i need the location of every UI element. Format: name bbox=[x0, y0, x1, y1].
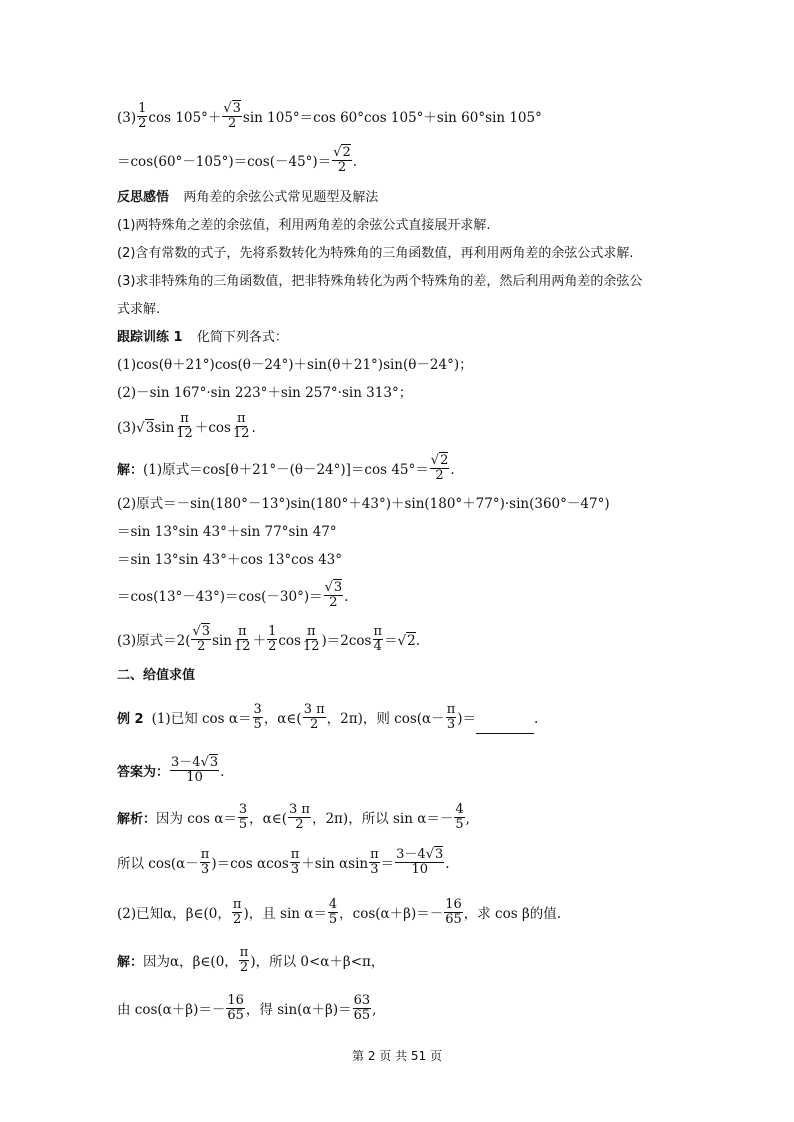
reflection-item-1: (1)两特殊角之差的余弦值，利用两角差的余弦公式直接展开求解. bbox=[117, 218, 491, 233]
reflection-subtitle: 两角差的余弦公式常见题型及解法 bbox=[183, 190, 379, 205]
solution-label: 解： bbox=[117, 955, 144, 970]
reflection-item-3-cont: 式求解. bbox=[117, 302, 161, 317]
fraction-root3-over-2: $\frac{√3}{2}$ bbox=[223, 101, 241, 131]
answer-2-line-4: ＝cos(13°－43°)＝cos(－30°)＝ $\frac{√3}{2}$ . bbox=[117, 580, 349, 610]
reflection-title: 反思感悟 bbox=[117, 190, 170, 205]
practice-heading bbox=[117, 327, 288, 349]
analysis-line-2: 所以 cos(α－ $\frac{\pi}{3}$ )＝cos αcos $\frac{\pi}{3}$ ＋sin αsin $\frac{\pi}{3}$ ＝ $\frac{3-4√3}{10}$ . bbox=[117, 847, 450, 877]
solution-3-line-1: (3) $\frac{1}{2}$ cos 105°＋ $\frac{√3}{2}$ sin 105°＝cos 60°cos 105°＋sin 60°sin 105° bbox=[117, 101, 542, 131]
example-2-question-1: 例 2 (1)已知 cos α＝ $\frac{3}{5}$ ，α∈( $\frac{3 \pi}{2}$ ，2π)，则 cos(α－ $\frac{\pi}{3}$ )＝ . bbox=[117, 702, 539, 732]
label-3: (3) bbox=[117, 110, 137, 126]
page-footer: 第 2 页 共 51 页 bbox=[352, 1049, 442, 1063]
practice-question-1: (1)cos(θ＋21°)cos(θ－24°)＋sin(θ＋21°)sin(θ－24°)； bbox=[117, 357, 473, 373]
answer-2-line-3: ＝sin 13°sin 43°＋cos 13°cos 43° bbox=[117, 552, 342, 568]
solution-ex2-line-2: 由 cos(α＋β)＝－ $\frac{16}{65}$ ，得 sin(α＋β)＝ $\frac{63}{65}$ , bbox=[117, 993, 377, 1023]
answer-is-line: 答案为： $\frac{3-4√3}{10}$ . bbox=[117, 755, 225, 785]
practice-question-3: (3)√3sin $\frac{\pi}{12}$ ＋cos $\frac{\pi}{12}$ . bbox=[117, 411, 256, 441]
analysis-label: 解析： bbox=[117, 812, 157, 827]
fraction-root2-over-2: $\frac{√2}{2}$ bbox=[333, 145, 351, 175]
section-2-title: 二、给值求值 bbox=[117, 668, 196, 683]
answer-blank bbox=[476, 719, 534, 734]
example-title: 例 2 bbox=[117, 712, 144, 727]
practice-prompt: 化简下列各式： bbox=[196, 330, 288, 345]
reflection-item-2: (2)含有常数的式子，先将系数转化为特殊角的三角函数值，再利用两角差的余弦公式求解. bbox=[117, 246, 634, 261]
answer-2-line-2: ＝sin 13°sin 43°＋sin 77°sin 47° bbox=[117, 524, 337, 540]
answer-label: 解： bbox=[117, 463, 144, 478]
practice-title: 跟踪训练 1 bbox=[117, 330, 183, 345]
practice-question-2: (2)－sin 167°·sin 223°＋sin 257°·sin 313°； bbox=[117, 385, 413, 401]
solution-ex2-line-1: 解：因为α，β∈(0， $\frac{\pi}{2}$ )，所以 0<α＋β<π， bbox=[117, 945, 385, 975]
solution-3-line-2: ＝cos(60°－105°)＝cos(－45°)＝ $\frac{√2}{2}$ . bbox=[117, 145, 358, 175]
example-2-question-2: (2)已知α，β∈(0， $\frac{\pi}{2}$ )，且 sin α＝ $\frac{4}{5}$ ，cos(α＋β)＝－ $\frac{16}{65}$ ，求 cos β的值. bbox=[117, 897, 562, 927]
fraction-half: $\frac{1}{2}$ bbox=[138, 101, 147, 131]
analysis-line-1: 解析：因为 cos α＝ $\frac{3}{5}$ ，α∈( $\frac{3 \pi}{2}$ ，2π)，所以 sin α＝－ $\frac{4}{5}$ , bbox=[117, 802, 470, 832]
reflection-heading bbox=[117, 187, 378, 209]
reflection-item-3: (3)求非特殊角的三角函数值，把非特殊角转化为两个特殊角的差，然后利用两角差的余弦公 bbox=[117, 274, 643, 289]
answer-is-label: 答案为： bbox=[117, 765, 170, 780]
answer-2-line-1: (2)原式＝－sin(180°－13°)sin(180°＋43°)＋sin(180°＋77°)·sin(360°－47°) bbox=[117, 496, 610, 512]
answer-3: (3)原式＝2( $\frac{√3}{2}$ sin $\frac{\pi}{12}$ ＋ $\frac{1}{2}$ cos $\frac{\pi}{12}$ )＝2cos $\frac{\pi}{4}$ ＝√2. bbox=[117, 624, 421, 654]
answer-1: 解：(1)原式＝cos[θ＋21°－(θ－24°)]＝cos 45°＝ $\frac{√2}{2}$ . bbox=[117, 453, 455, 483]
